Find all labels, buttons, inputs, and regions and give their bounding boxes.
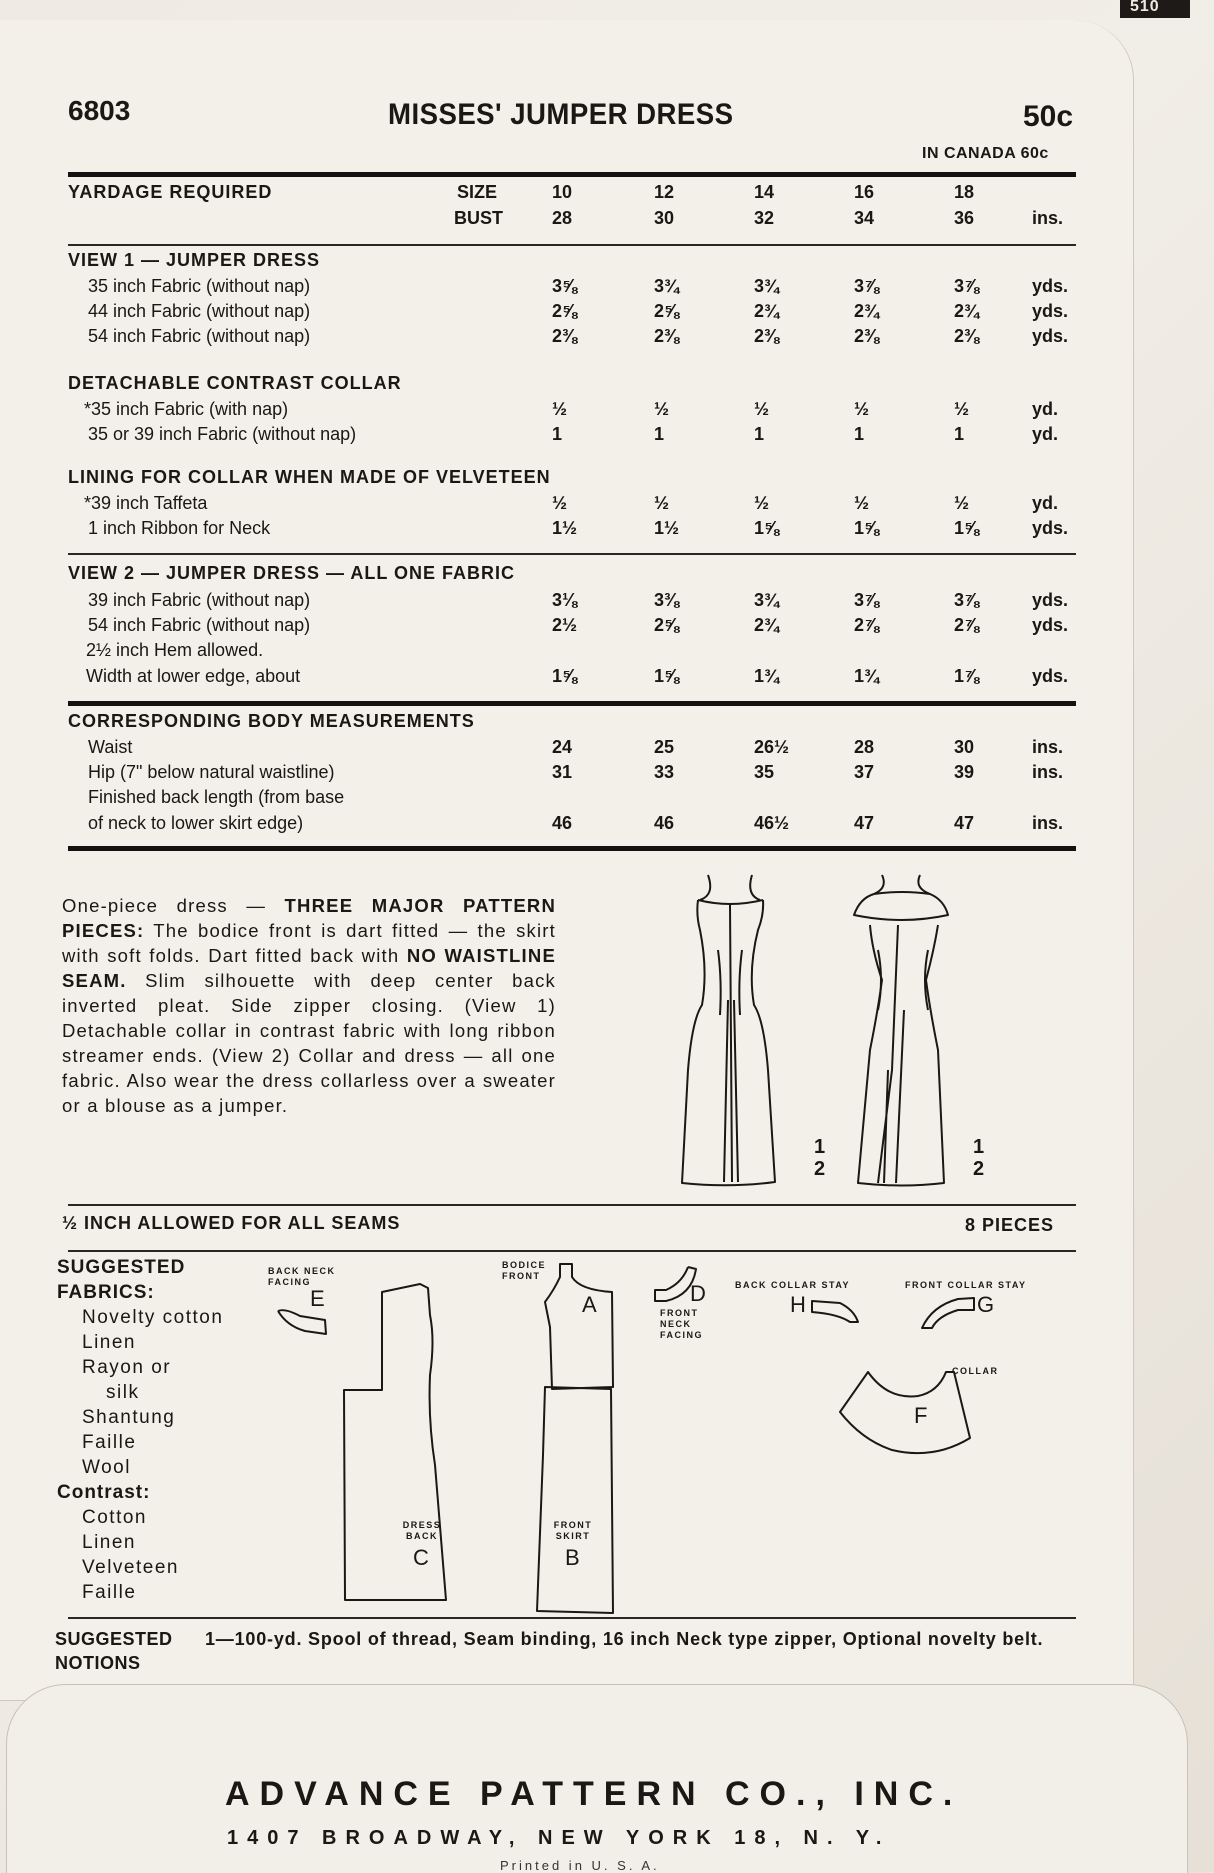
unit: yd. [1032,399,1059,419]
cell: 2½ [552,615,578,635]
cell: 47 [854,813,875,833]
cell: ½ [654,493,670,513]
bust-cell: 30 [654,208,675,228]
desc-bold: NO WAISTLINE SEAM. [62,945,556,991]
cell: 37 [854,762,875,782]
cell: ½ [754,493,770,513]
notions-heading-line: NOTIONS [55,1653,141,1673]
fabric-item: Velveteen [82,1557,179,1578]
bust-cell: 36 [954,208,975,228]
back-neck-facing-piece [275,1308,335,1338]
cell: 3⅜ [654,590,680,610]
row-label: 35 or 39 inch Fabric (without nap) [88,424,357,444]
piece-label: BACK COLLAR STAY [735,1280,851,1290]
cell: 2¾ [854,301,880,321]
divider [68,1250,1076,1252]
cell: 30 [954,737,975,757]
row-label: 44 inch Fabric (without nap) [88,301,311,321]
fabric-item: Faille [82,1432,137,1453]
size-cell: 18 [954,182,975,202]
divider [68,244,1076,246]
bust-cell: 32 [754,208,775,228]
unit: ins. [1032,813,1064,833]
unit: yd. [1032,424,1059,444]
piece-letter: D [690,1281,706,1306]
company-address: 1407 BROADWAY, NEW YORK 18, N. Y. [227,1827,891,1849]
contrast-heading: Contrast: [57,1482,151,1503]
cell: 3¾ [654,276,680,296]
fabric-item: Faille [82,1582,137,1603]
cell: 3⅞ [954,276,980,296]
row-label: Finished back length (from base [88,787,345,807]
divider [68,1617,1076,1619]
cell: 1⅝ [654,666,680,686]
front-skirt-piece [535,1385,615,1615]
cell: 3¾ [754,276,780,296]
cell: 3⅝ [552,276,578,296]
yardage-heading: YARDAGE REQUIRED [68,182,273,202]
cell: 39 [954,762,975,782]
back-collar-stay-piece [810,1298,860,1326]
view-number: 2 [973,1158,985,1180]
section-title: VIEW 2 — JUMPER DRESS — ALL ONE FABRIC [68,563,516,583]
fabric-item: Cotton [82,1507,147,1528]
piece-letter: B [565,1545,580,1570]
cell: 2⅝ [654,615,680,635]
section-title: DETACHABLE CONTRAST COLLAR [68,373,402,393]
cell: 31 [552,762,573,782]
row-label: 54 inch Fabric (without nap) [88,615,311,635]
cell: 2⅜ [954,326,980,346]
size-cell: 16 [854,182,875,202]
cell: 1⅝ [552,666,578,686]
collar-piece [838,1368,968,1458]
cell: 1⅝ [754,518,780,538]
cell: ½ [552,493,568,513]
cell: 3⅞ [854,276,880,296]
unit: yds. [1032,276,1069,296]
cell: ½ [552,399,568,419]
unit: ins. [1032,208,1064,228]
cell: 3⅛ [552,590,578,610]
fabric-item: Linen [82,1332,136,1353]
piece-label: FRONT SKIRT [553,1520,593,1541]
cell: 2¾ [954,301,980,321]
section-title: CORRESPONDING BODY MEASUREMENTS [68,711,475,731]
fabric-item: Linen [82,1532,136,1553]
cell: 1⅝ [954,518,980,538]
cell: 2¾ [754,615,780,635]
unit: yds. [1032,301,1069,321]
cell: 3⅞ [854,590,880,610]
cell: 2⅞ [954,615,980,635]
notions-heading-line: SUGGESTED [55,1629,173,1649]
unit: yds. [1032,615,1069,635]
cell: 2⅝ [552,301,578,321]
piece-label: BODICE FRONT [502,1260,547,1281]
cell: ½ [954,399,970,419]
unit: ins. [1032,737,1064,757]
pattern-number: 6803 [68,95,131,126]
cell: 2¾ [754,301,780,321]
row-label: *35 inch Fabric (with nap) [84,399,289,419]
desc-bold: THREE MAJOR PATTERN PIECES: [62,895,557,941]
printed-in: Printed in U. S. A. [500,1858,660,1873]
fabrics-heading: FABRICS: [57,1282,155,1303]
table-row [62,615,1082,639]
size-label: SIZE [457,182,498,202]
bodice-front-piece [540,1262,620,1392]
cell: 2⅜ [754,326,780,346]
cell: 1 [954,424,965,444]
view-number: 1 [814,1136,826,1158]
cell: 24 [552,737,573,757]
unit: yds. [1032,666,1069,686]
table-row [62,590,1082,614]
cell: 2⅜ [854,326,880,346]
view-number: 1 [973,1136,985,1158]
desc-text: One-piece dress — [62,895,285,916]
fabric-item: Wool [82,1457,131,1478]
size-cell: 12 [654,182,675,202]
table-row [62,762,1082,786]
table-row [62,518,1082,542]
corner-tab-label: 510 [1130,0,1160,15]
cell: ½ [954,493,970,513]
cell: 46 [552,813,573,833]
row-label: 35 inch Fabric (without nap) [88,276,311,296]
cell: 3⅞ [954,590,980,610]
unit: yds. [1032,326,1069,346]
unit: yd. [1032,493,1059,513]
table-row [62,424,1082,448]
cell: 1¾ [754,666,780,686]
table-row [62,666,1082,690]
piece-label: COLLAR [952,1366,999,1376]
table-row [62,276,1082,300]
row-label: 2½ inch Hem allowed. [86,640,264,660]
pattern-title: MISSES' JUMPER DRESS [388,98,734,131]
table-row [62,326,1082,350]
cell: 33 [654,762,675,782]
cell: 1⅞ [954,666,980,686]
piece-letter: C [413,1545,429,1570]
divider [68,1204,1076,1206]
row-label: 54 inch Fabric (without nap) [88,326,311,346]
table-row [62,640,1082,664]
row-label: of neck to lower skirt edge) [88,813,304,833]
cell: 1¾ [854,666,880,686]
divider [68,553,1076,555]
divider [68,846,1076,851]
company-name: ADVANCE PATTERN CO., INC. [225,1775,963,1813]
table-row [62,737,1082,761]
piece-letter: E [310,1286,325,1311]
unit: yds. [1032,590,1069,610]
cell: 1½ [654,518,680,538]
row-label: 39 inch Fabric (without nap) [88,590,311,610]
size-cell: 14 [754,182,775,202]
cell: 2⅞ [854,615,880,635]
size-cell: 10 [552,182,573,202]
cell: ½ [754,399,770,419]
cell: 25 [654,737,675,757]
piece-letter: A [582,1292,597,1317]
piece-label: DRESS BACK [402,1520,442,1541]
cell: 1 [854,424,865,444]
cell: 47 [954,813,975,833]
piece-label: FRONT NECK FACING [660,1308,704,1340]
cell: 28 [854,737,875,757]
table-row [62,493,1082,517]
front-collar-stay-piece [920,1296,978,1330]
notions-heading [55,1627,173,1675]
cell: 46½ [754,813,790,833]
divider [68,701,1076,706]
fabric-item: Novelty cotton [82,1307,224,1328]
fabric-item: Rayon or [82,1357,172,1378]
notions-text: 1—100-yd. Spool of thread, Seam binding, 16 inch Neck type zipper, Optional novelty belt. [205,1629,1044,1649]
desc-text: The bodice front is dart fitted — the skirt with soft folds. Dart fitted back with [62,920,556,966]
row-label: *39 inch Taffeta [84,493,208,513]
divider [68,172,1076,177]
piece-label: BACK NECK FACING [268,1266,336,1287]
table-row [62,301,1082,325]
cell: 35 [754,762,775,782]
table-row [62,399,1082,423]
cell: 1⅝ [854,518,880,538]
piece-letter: F [914,1403,928,1428]
canada-price: IN CANADA 60c [922,145,1049,162]
cell: 1½ [552,518,578,538]
section-title: LINING FOR COLLAR WHEN MADE OF VELVETEEN [68,467,551,487]
row-label: Hip (7" below natural waistline) [88,762,335,782]
size-row [62,182,1082,206]
cell: ½ [854,493,870,513]
fabric-item: silk [106,1382,140,1403]
seam-allowance-note: ½ INCH ALLOWED FOR ALL SEAMS [62,1213,401,1233]
fabric-item: Shantung [82,1407,176,1428]
cell: ½ [854,399,870,419]
cell: 1 [654,424,665,444]
cell: 46 [654,813,675,833]
cell: ½ [654,399,670,419]
cell: 26½ [754,737,790,757]
section-title: VIEW 1 — JUMPER DRESS [68,250,321,270]
piece-letter: G [977,1292,995,1317]
table-row [62,813,1082,837]
view-number: 2 [814,1158,826,1180]
desc-text: Slim silhouette with deep center back inverted pleat. Side zipper closing. (View 1) Detachable collar in contrast fabric with long ribbon streamer ends. (View 2) Collar and dress — all one fabric. Also wear the dress collarless over a sweater or a blouse as a jumper. [62,970,556,1116]
pattern-description [62,893,556,1118]
bust-label: BUST [454,208,503,228]
bust-row [62,208,1082,232]
bust-cell: 28 [552,208,573,228]
bust-cell: 34 [854,208,875,228]
cell: 2⅜ [552,326,578,346]
cell: 2⅜ [654,326,680,346]
price: 50c [1023,100,1074,133]
row-label: Waist [88,737,133,757]
fabrics-heading: SUGGESTED [57,1257,186,1278]
piece-letter: H [790,1292,806,1317]
pieces-count: 8 PIECES [965,1215,1055,1235]
cell: 1 [754,424,765,444]
unit: ins. [1032,762,1064,782]
row-label: Width at lower edge, about [86,666,301,686]
cell: 3¾ [754,590,780,610]
table-row [62,787,1082,811]
cell: 1 [552,424,563,444]
row-label: 1 inch Ribbon for Neck [88,518,271,538]
piece-label: FRONT COLLAR STAY [905,1280,1027,1290]
cell: 2⅝ [654,301,680,321]
unit: yds. [1032,518,1069,538]
